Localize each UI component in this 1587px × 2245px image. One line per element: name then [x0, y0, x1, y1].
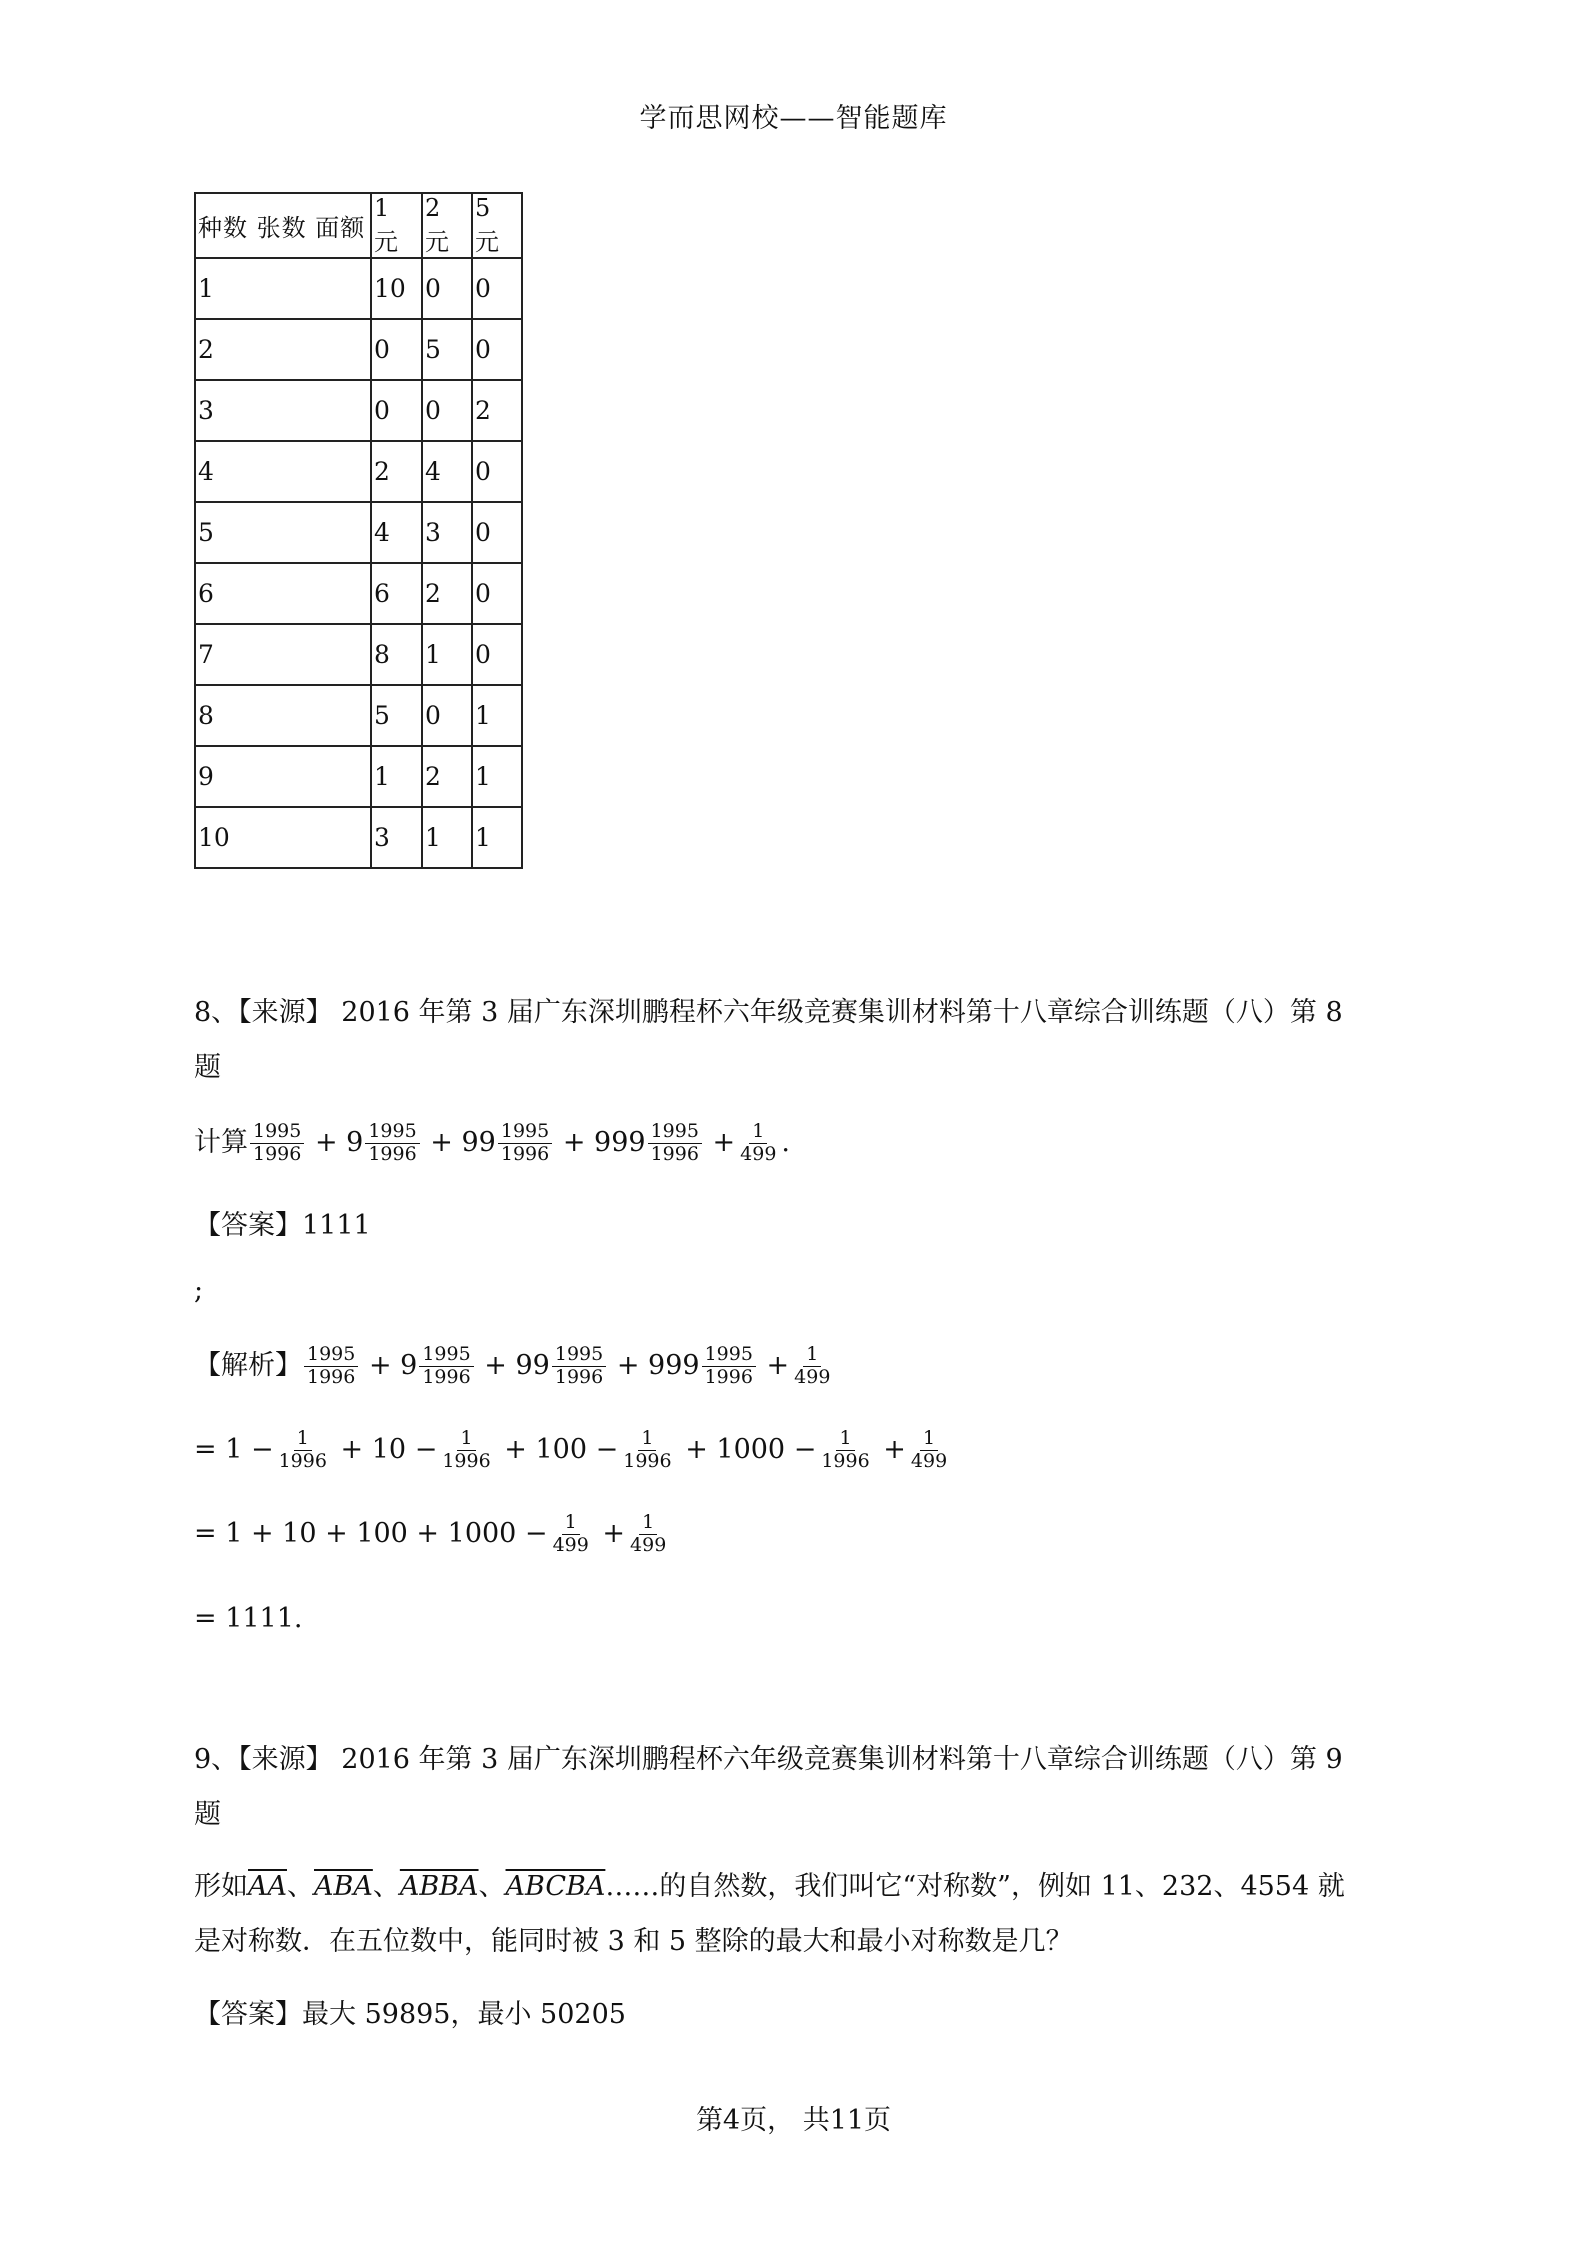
table-cell: 3 [195, 380, 371, 441]
table-cell: 0 [472, 624, 522, 685]
overline-number: $\overline{AA}$ [248, 1871, 287, 1902]
fraction: $\frac{1995}{1996}$ [702, 1344, 756, 1389]
fraction: $\frac{1}{499}$ [794, 1343, 831, 1388]
table-header-cell: 5 元 [472, 193, 522, 258]
table-cell: 2 [195, 319, 371, 380]
table-cell: 3 [422, 502, 472, 563]
table-cell: 1 [472, 807, 522, 868]
fraction: $\frac{1995}{1996}$ [365, 1121, 419, 1166]
table-cell: 0 [472, 258, 522, 319]
table-cell: 7 [195, 624, 371, 685]
table-header-row [195, 193, 522, 258]
table-row [195, 624, 522, 685]
q9-text-line2: 是对称数．在五位数中，能同时被 3 和 5 整除的最大和最小对称数是几？ [194, 1926, 1073, 1957]
table-cell: 0 [472, 441, 522, 502]
overline-number: ABBA [399, 1871, 479, 1902]
answer-value: 最大 59895，最小 50205 [302, 1999, 626, 2030]
overline-number: ABCBA [505, 1871, 606, 1902]
table-cell: 0 [371, 319, 422, 380]
table-cell: 8 [371, 624, 422, 685]
fraction: $\frac{1995}{1996}$ [648, 1121, 702, 1166]
table-row [195, 563, 522, 624]
fraction: $\frac{1}{1996}$ [821, 1427, 870, 1472]
table-cell: 2 [422, 563, 472, 624]
q8-source-line1: 8、【来源】 2016 年第 3 届广东深圳鹏程杯六年级竞赛集训材料第十八章综合训练题（八）第 8 [194, 997, 1343, 1028]
table-cell: 0 [472, 319, 522, 380]
table-row [195, 807, 522, 868]
fraction: $\frac{1995}{1996}$ [304, 1344, 358, 1389]
table-row [195, 380, 522, 441]
table-row [195, 502, 522, 563]
page-header-title: 学而思网校——智能题库 [639, 103, 948, 134]
answer-label: 【答案】 [194, 1210, 302, 1241]
q8-semicolon: ; [194, 1275, 204, 1306]
fraction: $\frac{1995}{1996}$ [552, 1344, 606, 1389]
page-footer: 第4页， 共11页 [695, 2105, 892, 2136]
q8-source-line2: 题 [194, 1052, 221, 1083]
table-cell: 1 [472, 746, 522, 807]
q8-analysis-line2: = 1 − $\frac{1}{1996}$ + 10 − $\frac{1}{1996}$ + 100 − $\frac{1}{1996}$ + 1000 − $\frac{1}{1996}$ + $\frac{1}{499}$ [194, 1428, 952, 1473]
table-cell: 0 [472, 502, 522, 563]
table-cell: 8 [195, 685, 371, 746]
fraction: $\frac{1}{499}$ [552, 1511, 589, 1556]
table-row [195, 319, 522, 380]
table-cell: 1 [195, 258, 371, 319]
fraction: $\frac{1}{499}$ [910, 1427, 948, 1472]
table-cell: 2 [371, 441, 422, 502]
table-cell: 0 [422, 258, 472, 319]
table-row [195, 258, 522, 319]
table-header-cell: 2 元 [422, 193, 472, 258]
q9-answer [194, 1992, 626, 2031]
table-cell: 2 [422, 746, 472, 807]
table-cell: 2 [472, 380, 522, 441]
q9-source-line1: 9、【来源】 2016 年第 3 届广东深圳鹏程杯六年级竞赛集训材料第十八章综合训练题（八）第 9 [194, 1744, 1343, 1775]
answer-label: 【答案】 [194, 1999, 302, 2030]
table-cell: 10 [371, 258, 422, 319]
table-cell: 6 [371, 563, 422, 624]
fraction: $\frac{1}{499}$ [740, 1120, 777, 1165]
table-header-cell: 1 元 [371, 193, 422, 258]
q8-calc-label: 计算 [194, 1127, 248, 1158]
table-cell: 5 [195, 502, 371, 563]
table-row [195, 441, 522, 502]
table-cell: 6 [195, 563, 371, 624]
table-cell: 4 [371, 502, 422, 563]
fraction: $\frac{1}{1996}$ [278, 1427, 327, 1472]
table-cell: 5 [371, 685, 422, 746]
denomination-table [194, 192, 523, 869]
q8-analysis-line3: = 1 + 10 + 100 + 1000 − $\frac{1}{499}$ + $\frac{1}{499}$ [194, 1512, 671, 1557]
table-header-cell: 种数 张数 面额 [195, 193, 371, 258]
q8-answer [194, 1203, 371, 1242]
table-cell: 0 [422, 685, 472, 746]
table-cell: 1 [422, 624, 472, 685]
table-cell: 5 [422, 319, 472, 380]
overline-number: $\overline{ABA}$ [314, 1871, 373, 1902]
fraction: $\frac{1995}{1996}$ [419, 1344, 473, 1389]
table-cell: 9 [195, 746, 371, 807]
q8-analysis-line1: 【解析】 $\frac{1995}{1996}$ + 9 $\frac{1995}{1996}$ + 99 $\frac{1995}{1996}$ + 999 $\frac{1995}{1996}$ + $\frac{1}{499}$ [194, 1343, 835, 1389]
table-cell: 4 [422, 441, 472, 502]
table-row [195, 685, 522, 746]
q8-calc-expression: 计算 $\frac{1995}{1996}$ + 9 $\frac{1995}{1996}$ + 99 $\frac{1995}{1996}$ + 999 $\frac{1995}{1996}$ + $\frac{1}{499}$ . [194, 1120, 790, 1165]
table-cell: 0 [371, 380, 422, 441]
q9-text-line1: 形如$\overline{AA}$、$\overline{ABA}$、ABBA、ABCBA……的自然数，我们叫它“对称数”，例如 11、232、4554 就 [194, 1871, 1345, 1902]
table-row [195, 746, 522, 807]
table-cell: 4 [195, 441, 371, 502]
fraction: $\frac{1}{1996}$ [623, 1427, 672, 1472]
fraction: $\frac{1995}{1996}$ [498, 1121, 552, 1166]
table-cell: 3 [371, 807, 422, 868]
q8-analysis-line4: = 1111. [194, 1603, 303, 1634]
table-cell: 0 [472, 563, 522, 624]
table-cell: 1 [371, 746, 422, 807]
fraction: $\frac{1}{1996}$ [442, 1427, 491, 1472]
table-cell: 1 [422, 807, 472, 868]
table-cell: 10 [195, 807, 371, 868]
fraction: $\frac{1995}{1996}$ [250, 1121, 304, 1166]
q9-source-line2: 题 [194, 1799, 221, 1830]
answer-value: 1111 [302, 1210, 371, 1241]
fraction: $\frac{1}{499}$ [630, 1511, 667, 1556]
table-cell: 0 [422, 380, 472, 441]
table-cell: 1 [472, 685, 522, 746]
analysis-label: 【解析】 [194, 1350, 302, 1381]
